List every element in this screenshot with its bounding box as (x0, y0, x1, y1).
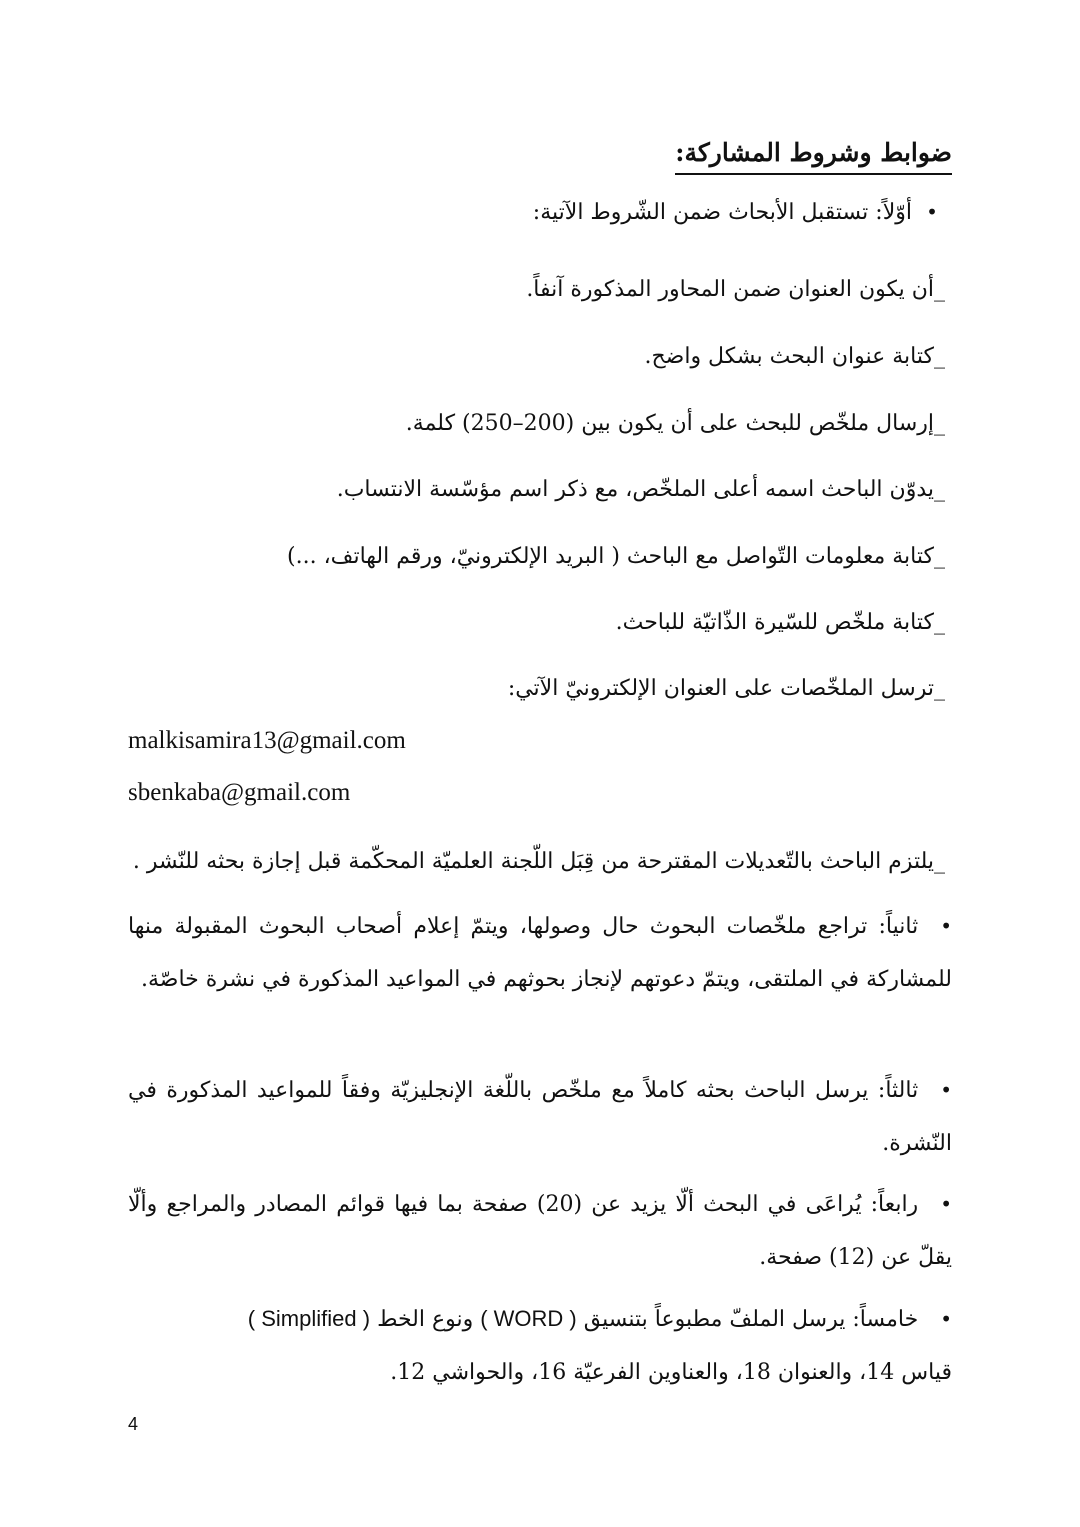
condition-item: _ترسل الملخّصات على العنوان الإلكترونيّ الآتي: (507, 676, 945, 701)
paragraph-second (128, 900, 952, 1006)
condition-item: _كتابة عنوان البحث بشكل واضح. (644, 344, 945, 369)
bullet-icon: • (940, 1192, 952, 1216)
first-condition (128, 200, 952, 225)
paragraph-third (128, 1064, 952, 1170)
first-condition-label: أوّلاً: تستقبل الأبحاث ضمن الشّروط الآتية: (532, 200, 912, 225)
font-name: ( Simplified ) (247, 1306, 371, 1331)
email-address: sbenkaba@gmail.com (128, 779, 351, 806)
commitment-text: _يلتزم الباحث بالتّعديلات المقترحة من قِبَل اللّجنة العلميّة المحكّمة قبل إجازة بحثه للنّشر . (132, 849, 945, 874)
bullet-icon: • (940, 1307, 952, 1331)
paragraph-text: ثالثاً: يرسل الباحث بحثه كاملاً مع ملخّص باللّغة الإنجليزيّة وفقاً للمواعيد المذكورة في النّشرة. (128, 1078, 952, 1156)
fifth-text-part1: خامساً: يرسل الملفّ مطبوعاً بتنسيق (583, 1307, 919, 1332)
section-heading: ضوابط وشروط المشاركة: (675, 138, 952, 175)
condition-item: _كتابة معلومات التّواصل مع الباحث ( البريد الإلكترونيّ، ورقم الهاتف، ...) (287, 544, 945, 569)
fifth-text-line2: قياس 14، والعنوان 18، والعناوين الفرعيّة 16، والحواشي 12. (390, 1360, 952, 1385)
paragraph-fifth (128, 1292, 952, 1399)
page-number: 4 (128, 1414, 139, 1434)
bullet-icon: • (926, 200, 938, 224)
paragraph-text: ثانياً: تراجع ملخّصات البحوث حال وصولها، ويتمّ إعلام أصحاب البحوث المقبولة منها للمشاركة في الملتقى، ويتمّ دعوتهم لإنجاز بحوثهم في المواعيد المذكورة في نشرة خاصّة. (128, 914, 952, 992)
paragraph-text: رابعاً: يُراعَى في البحث ألّا يزيد عن (20) صفحة بما فيها قوائم المصادر والمراجع وألّا يقلّ عن (12) صفحة. (128, 1192, 952, 1270)
bullet-icon: • (940, 914, 952, 938)
word-format: ( WORD ) (480, 1306, 577, 1331)
condition-item: _أن يكون العنوان ضمن المحاور المذكورة آنفاً. (526, 277, 945, 302)
paragraph-fourth (128, 1178, 952, 1284)
email-address: malkisamira13@gmail.com (128, 727, 406, 754)
fifth-text-part2: ونوع الخط (377, 1307, 474, 1332)
condition-item: _كتابة ملخّص للسّيرة الذّاتيّة للباحث. (615, 610, 945, 635)
bullet-icon: • (940, 1078, 952, 1102)
condition-item: _يدوّن الباحث اسمه أعلى الملخّص، مع ذكر اسم مؤسّسة الانتساب. (336, 477, 945, 502)
condition-item: _إرسال ملخّص للبحث على أن يكون بين (200–250) كلمة. (405, 411, 945, 436)
